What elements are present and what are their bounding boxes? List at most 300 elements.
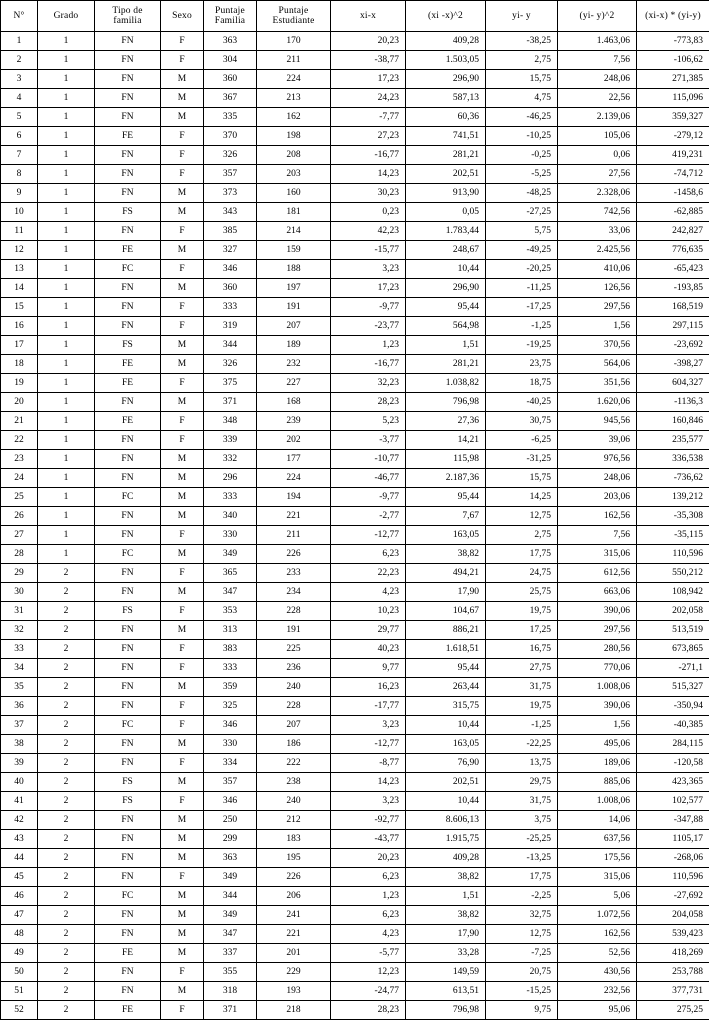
cell-yi-y-squared: 976,56 (558, 450, 637, 469)
table-row (1, 203, 709, 222)
cell-sexo: M (161, 545, 204, 564)
cell-puntaje-familia: 333 (204, 488, 257, 507)
cell-tipo-familia: FS (95, 203, 161, 222)
cell-sexo: F (161, 317, 204, 336)
cell-yi-y-squared: 663,06 (558, 583, 637, 602)
cell-sexo: F (161, 32, 204, 51)
cell-product: 110,596 (637, 545, 709, 564)
cell-n: 16 (1, 317, 38, 336)
cell-xi-x-squared: 202,51 (406, 165, 486, 184)
cell-yi-y-squared: 126,56 (558, 279, 637, 298)
cell-puntaje-familia: 330 (204, 735, 257, 754)
cell-xi-x-squared: 76,90 (406, 754, 486, 773)
cell-tipo-familia: FN (95, 70, 161, 89)
table-row (1, 944, 709, 963)
cell-puntaje-familia: 346 (204, 792, 257, 811)
cell-grado: 2 (38, 621, 95, 640)
cell-n: 13 (1, 260, 38, 279)
table-row (1, 849, 709, 868)
table-row (1, 735, 709, 754)
cell-xi-x-squared: 564,98 (406, 317, 486, 336)
cell-grado: 1 (38, 32, 95, 51)
cell-puntaje-estudiante: 208 (257, 146, 331, 165)
cell-xi-x-squared: 10,44 (406, 260, 486, 279)
cell-puntaje-familia: 347 (204, 925, 257, 944)
table-row (1, 469, 709, 488)
cell-yi-y: 12,75 (486, 925, 558, 944)
cell-n: 47 (1, 906, 38, 925)
cell-sexo: M (161, 507, 204, 526)
cell-yi-y-squared: 315,06 (558, 868, 637, 887)
cell-xi-x-squared: 0,05 (406, 203, 486, 222)
cell-grado: 1 (38, 70, 95, 89)
cell-yi-y-squared: 742,56 (558, 203, 637, 222)
cell-yi-y-squared: 430,56 (558, 963, 637, 982)
cell-sexo: M (161, 735, 204, 754)
cell-grado: 1 (38, 241, 95, 260)
cell-xi-x-squared: 33,28 (406, 944, 486, 963)
cell-puntaje-estudiante: 160 (257, 184, 331, 203)
cell-tipo-familia: FN (95, 507, 161, 526)
cell-xi-x-squared: 17,90 (406, 583, 486, 602)
cell-tipo-familia: FE (95, 412, 161, 431)
cell-yi-y: 13,75 (486, 754, 558, 773)
cell-puntaje-familia: 332 (204, 450, 257, 469)
table-row (1, 1001, 709, 1020)
cell-grado: 2 (38, 773, 95, 792)
cell-xi-x-squared: 296,90 (406, 70, 486, 89)
cell-n: 12 (1, 241, 38, 260)
cell-tipo-familia: FC (95, 545, 161, 564)
col-header-n: N° (1, 1, 38, 32)
col-header-puntaje-estudiante: Puntaje Estudiante (257, 1, 331, 32)
cell-xi-x: 29,77 (331, 621, 406, 640)
cell-puntaje-familia: 299 (204, 830, 257, 849)
cell-puntaje-familia: 344 (204, 887, 257, 906)
cell-xi-x-squared: 494,21 (406, 564, 486, 583)
table-row (1, 488, 709, 507)
cell-tipo-familia: FC (95, 887, 161, 906)
cell-yi-y-squared: 410,06 (558, 260, 637, 279)
cell-puntaje-estudiante: 212 (257, 811, 331, 830)
cell-yi-y: 9,75 (486, 1001, 558, 1020)
cell-product: -23,692 (637, 336, 709, 355)
cell-xi-x-squared: 796,98 (406, 1001, 486, 1020)
cell-yi-y: -20,25 (486, 260, 558, 279)
cell-n: 36 (1, 697, 38, 716)
cell-puntaje-familia: 335 (204, 108, 257, 127)
cell-sexo: F (161, 526, 204, 545)
table-row (1, 241, 709, 260)
cell-puntaje-familia: 360 (204, 70, 257, 89)
cell-xi-x: 6,23 (331, 545, 406, 564)
cell-yi-y: -19,25 (486, 336, 558, 355)
cell-xi-x: 40,23 (331, 640, 406, 659)
cell-yi-y-squared: 189,06 (558, 754, 637, 773)
cell-xi-x: 4,23 (331, 583, 406, 602)
cell-sexo: M (161, 355, 204, 374)
cell-puntaje-estudiante: 188 (257, 260, 331, 279)
cell-xi-x: 10,23 (331, 602, 406, 621)
cell-yi-y: 14,25 (486, 488, 558, 507)
cell-yi-y: -11,25 (486, 279, 558, 298)
table-row (1, 184, 709, 203)
cell-xi-x-squared: 115,98 (406, 450, 486, 469)
cell-puntaje-familia: 383 (204, 640, 257, 659)
cell-sexo: F (161, 868, 204, 887)
cell-product: 102,577 (637, 792, 709, 811)
cell-xi-x: 14,23 (331, 773, 406, 792)
cell-n: 33 (1, 640, 38, 659)
cell-sexo: F (161, 51, 204, 70)
cell-grado: 1 (38, 51, 95, 70)
cell-n: 9 (1, 184, 38, 203)
cell-xi-x-squared: 1.618,51 (406, 640, 486, 659)
cell-xi-x: 16,23 (331, 678, 406, 697)
cell-product: 336,538 (637, 450, 709, 469)
cell-xi-x: -17,77 (331, 697, 406, 716)
cell-n: 20 (1, 393, 38, 412)
cell-yi-y-squared: 280,56 (558, 640, 637, 659)
cell-product: 284,115 (637, 735, 709, 754)
table-row (1, 754, 709, 773)
cell-sexo: M (161, 450, 204, 469)
cell-yi-y-squared: 370,56 (558, 336, 637, 355)
cell-yi-y-squared: 1.463,06 (558, 32, 637, 51)
cell-puntaje-familia: 333 (204, 659, 257, 678)
cell-xi-x-squared: 1,51 (406, 887, 486, 906)
cell-xi-x-squared: 163,05 (406, 735, 486, 754)
cell-yi-y: -46,25 (486, 108, 558, 127)
cell-xi-x: 1,23 (331, 336, 406, 355)
cell-puntaje-familia: 327 (204, 241, 257, 260)
cell-puntaje-familia: 296 (204, 469, 257, 488)
cell-sexo: M (161, 583, 204, 602)
cell-yi-y: -10,25 (486, 127, 558, 146)
cell-n: 6 (1, 127, 38, 146)
table-row (1, 982, 709, 1001)
cell-xi-x-squared: 296,90 (406, 279, 486, 298)
cell-tipo-familia: FN (95, 906, 161, 925)
cell-yi-y: 16,75 (486, 640, 558, 659)
cell-grado: 1 (38, 108, 95, 127)
cell-sexo: F (161, 659, 204, 678)
table-row (1, 108, 709, 127)
cell-tipo-familia: FS (95, 602, 161, 621)
cell-puntaje-estudiante: 193 (257, 982, 331, 1001)
cell-tipo-familia: FN (95, 89, 161, 108)
cell-product: 297,115 (637, 317, 709, 336)
cell-puntaje-estudiante: 236 (257, 659, 331, 678)
table-row (1, 89, 709, 108)
cell-xi-x-squared: 248,67 (406, 241, 486, 260)
cell-tipo-familia: FE (95, 944, 161, 963)
cell-grado: 1 (38, 165, 95, 184)
cell-xi-x: 28,23 (331, 393, 406, 412)
cell-xi-x-squared: 14,21 (406, 431, 486, 450)
cell-n: 10 (1, 203, 38, 222)
cell-n: 52 (1, 1001, 38, 1020)
cell-puntaje-familia: 349 (204, 906, 257, 925)
cell-xi-x: -16,77 (331, 355, 406, 374)
cell-sexo: F (161, 431, 204, 450)
cell-yi-y-squared: 5,06 (558, 887, 637, 906)
cell-yi-y: 30,75 (486, 412, 558, 431)
cell-product: -62,885 (637, 203, 709, 222)
cell-product: -74,712 (637, 165, 709, 184)
cell-tipo-familia: FN (95, 963, 161, 982)
cell-xi-x: 17,23 (331, 70, 406, 89)
cell-xi-x: -9,77 (331, 488, 406, 507)
cell-grado: 2 (38, 849, 95, 868)
cell-grado: 1 (38, 545, 95, 564)
col-header-puntaje-familia: Puntaje Familia (204, 1, 257, 32)
cell-puntaje-familia: 363 (204, 32, 257, 51)
cell-grado: 2 (38, 963, 95, 982)
table-row (1, 697, 709, 716)
cell-xi-x-squared: 587,13 (406, 89, 486, 108)
table-body (1, 32, 709, 1020)
cell-yi-y: -15,25 (486, 982, 558, 1001)
cell-grado: 1 (38, 374, 95, 393)
cell-xi-x-squared: 409,28 (406, 849, 486, 868)
cell-product: 139,212 (637, 488, 709, 507)
table-row (1, 70, 709, 89)
cell-yi-y-squared: 495,06 (558, 735, 637, 754)
cell-yi-y-squared: 390,06 (558, 697, 637, 716)
cell-puntaje-familia: 360 (204, 279, 257, 298)
cell-yi-y: 12,75 (486, 507, 558, 526)
cell-puntaje-estudiante: 201 (257, 944, 331, 963)
cell-tipo-familia: FN (95, 450, 161, 469)
cell-product: -773,83 (637, 32, 709, 51)
cell-grado: 2 (38, 906, 95, 925)
cell-xi-x-squared: 613,51 (406, 982, 486, 1001)
cell-tipo-familia: FN (95, 678, 161, 697)
cell-sexo: F (161, 792, 204, 811)
cell-puntaje-estudiante: 211 (257, 51, 331, 70)
cell-puntaje-estudiante: 159 (257, 241, 331, 260)
cell-xi-x-squared: 913,90 (406, 184, 486, 203)
cell-n: 45 (1, 868, 38, 887)
cell-xi-x-squared: 281,21 (406, 146, 486, 165)
cell-tipo-familia: FE (95, 127, 161, 146)
cell-grado: 1 (38, 260, 95, 279)
table-row (1, 640, 709, 659)
cell-n: 42 (1, 811, 38, 830)
cell-puntaje-estudiante: 207 (257, 716, 331, 735)
cell-puntaje-estudiante: 214 (257, 222, 331, 241)
cell-n: 23 (1, 450, 38, 469)
col-header-tipo-familia: Tipo de familia (95, 1, 161, 32)
cell-yi-y-squared: 248,06 (558, 469, 637, 488)
cell-sexo: M (161, 279, 204, 298)
table-row (1, 716, 709, 735)
cell-xi-x: 3,23 (331, 716, 406, 735)
cell-puntaje-estudiante: 234 (257, 583, 331, 602)
cell-n: 18 (1, 355, 38, 374)
cell-puntaje-estudiante: 211 (257, 526, 331, 545)
cell-tipo-familia: FN (95, 108, 161, 127)
cell-xi-x: 22,23 (331, 564, 406, 583)
cell-puntaje-familia: 375 (204, 374, 257, 393)
cell-puntaje-familia: 304 (204, 51, 257, 70)
cell-product: 1105,17 (637, 830, 709, 849)
cell-yi-y-squared: 564,06 (558, 355, 637, 374)
cell-puntaje-estudiante: 194 (257, 488, 331, 507)
cell-product: 160,846 (637, 412, 709, 431)
cell-puntaje-estudiante: 239 (257, 412, 331, 431)
cell-puntaje-estudiante: 240 (257, 678, 331, 697)
cell-yi-y-squared: 162,56 (558, 507, 637, 526)
table-row (1, 906, 709, 925)
cell-tipo-familia: FN (95, 697, 161, 716)
table-row (1, 583, 709, 602)
table-row (1, 374, 709, 393)
cell-tipo-familia: FN (95, 811, 161, 830)
cell-puntaje-estudiante: 228 (257, 697, 331, 716)
cell-product: 377,731 (637, 982, 709, 1001)
cell-grado: 2 (38, 754, 95, 773)
cell-yi-y: -13,25 (486, 849, 558, 868)
cell-n: 44 (1, 849, 38, 868)
cell-yi-y: -48,25 (486, 184, 558, 203)
cell-grado: 2 (38, 659, 95, 678)
table-row (1, 621, 709, 640)
table-row (1, 165, 709, 184)
cell-tipo-familia: FN (95, 51, 161, 70)
cell-puntaje-familia: 353 (204, 602, 257, 621)
col-header-xi-x: xi-x (331, 1, 406, 32)
cell-yi-y: -17,25 (486, 298, 558, 317)
cell-yi-y: 17,75 (486, 545, 558, 564)
cell-grado: 2 (38, 792, 95, 811)
cell-puntaje-estudiante: 227 (257, 374, 331, 393)
cell-yi-y-squared: 232,56 (558, 982, 637, 1001)
cell-xi-x-squared: 10,44 (406, 792, 486, 811)
table-row (1, 412, 709, 431)
cell-yi-y: 18,75 (486, 374, 558, 393)
table-row (1, 659, 709, 678)
cell-puntaje-familia: 346 (204, 260, 257, 279)
cell-puntaje-estudiante: 222 (257, 754, 331, 773)
cell-yi-y-squared: 248,06 (558, 70, 637, 89)
cell-n: 17 (1, 336, 38, 355)
cell-grado: 1 (38, 412, 95, 431)
cell-puntaje-estudiante: 221 (257, 507, 331, 526)
cell-xi-x: -12,77 (331, 735, 406, 754)
cell-n: 38 (1, 735, 38, 754)
col-header-xi-x-squared: (xi -x)^2 (406, 1, 486, 32)
cell-grado: 2 (38, 944, 95, 963)
cell-yi-y: -25,25 (486, 830, 558, 849)
cell-product: -350,94 (637, 697, 709, 716)
cell-xi-x: 17,23 (331, 279, 406, 298)
cell-yi-y-squared: 1,56 (558, 716, 637, 735)
cell-yi-y: 31,75 (486, 678, 558, 697)
cell-xi-x: -38,77 (331, 51, 406, 70)
cell-tipo-familia: FE (95, 241, 161, 260)
cell-yi-y: 19,75 (486, 602, 558, 621)
table-row (1, 32, 709, 51)
cell-xi-x: -16,77 (331, 146, 406, 165)
cell-xi-x: -9,77 (331, 298, 406, 317)
table-row (1, 811, 709, 830)
cell-product: 419,231 (637, 146, 709, 165)
cell-yi-y-squared: 95,06 (558, 1001, 637, 1020)
col-header-yi-y-squared: (yi- y)^2 (558, 1, 637, 32)
cell-tipo-familia: FC (95, 716, 161, 735)
cell-grado: 1 (38, 279, 95, 298)
cell-yi-y: 2,75 (486, 526, 558, 545)
cell-xi-x-squared: 886,21 (406, 621, 486, 640)
cell-yi-y-squared: 390,06 (558, 602, 637, 621)
cell-sexo: M (161, 203, 204, 222)
cell-tipo-familia: FS (95, 336, 161, 355)
cell-puntaje-estudiante: 225 (257, 640, 331, 659)
cell-yi-y-squared: 770,06 (558, 659, 637, 678)
cell-n: 28 (1, 545, 38, 564)
cell-puntaje-estudiante: 224 (257, 469, 331, 488)
cell-tipo-familia: FN (95, 184, 161, 203)
cell-xi-x: 5,23 (331, 412, 406, 431)
cell-n: 19 (1, 374, 38, 393)
cell-xi-x: 12,23 (331, 963, 406, 982)
cell-xi-x-squared: 38,82 (406, 906, 486, 925)
cell-puntaje-familia: 365 (204, 564, 257, 583)
cell-grado: 2 (38, 716, 95, 735)
table-row (1, 526, 709, 545)
cell-product: 539,423 (637, 925, 709, 944)
cell-tipo-familia: FN (95, 830, 161, 849)
cell-n: 14 (1, 279, 38, 298)
cell-grado: 1 (38, 431, 95, 450)
cell-xi-x-squared: 2.187,36 (406, 469, 486, 488)
cell-tipo-familia: FN (95, 925, 161, 944)
col-header-grado: Grado (38, 1, 95, 32)
cell-grado: 1 (38, 336, 95, 355)
cell-yi-y-squared: 175,56 (558, 849, 637, 868)
cell-grado: 1 (38, 146, 95, 165)
cell-puntaje-familia: 373 (204, 184, 257, 203)
cell-xi-x: 32,23 (331, 374, 406, 393)
cell-product: -120,58 (637, 754, 709, 773)
cell-puntaje-estudiante: 233 (257, 564, 331, 583)
cell-n: 29 (1, 564, 38, 583)
cell-product: 418,269 (637, 944, 709, 963)
cell-tipo-familia: FN (95, 735, 161, 754)
table-row (1, 868, 709, 887)
cell-sexo: M (161, 469, 204, 488)
cell-yi-y: -31,25 (486, 450, 558, 469)
cell-xi-x-squared: 10,44 (406, 716, 486, 735)
cell-grado: 2 (38, 811, 95, 830)
cell-puntaje-familia: 319 (204, 317, 257, 336)
cell-sexo: M (161, 184, 204, 203)
table-row (1, 602, 709, 621)
cell-sexo: F (161, 564, 204, 583)
cell-grado: 2 (38, 1001, 95, 1020)
cell-puntaje-estudiante: 224 (257, 70, 331, 89)
cell-n: 48 (1, 925, 38, 944)
cell-product: 115,096 (637, 89, 709, 108)
cell-xi-x-squared: 38,82 (406, 545, 486, 564)
header-row (1, 1, 709, 32)
cell-puntaje-familia: 371 (204, 393, 257, 412)
cell-puntaje-estudiante: 168 (257, 393, 331, 412)
cell-sexo: M (161, 887, 204, 906)
cell-tipo-familia: FN (95, 583, 161, 602)
